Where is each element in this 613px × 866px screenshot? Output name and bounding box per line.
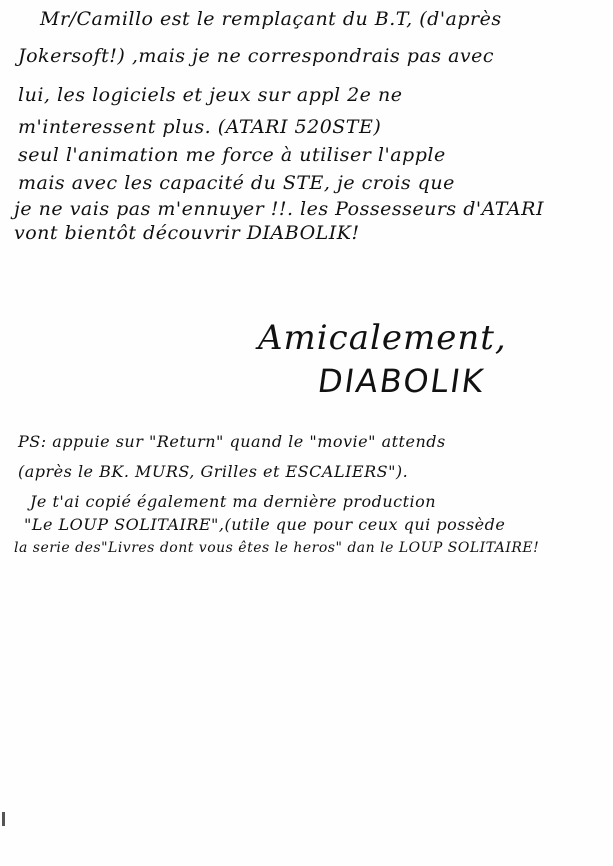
postscript-line-4: "Le LOUP SOLITAIRE",(utile que pour ceux qui possède [24, 515, 506, 534]
postscript-line-3: Je t'ai copié également ma dernière production [30, 492, 437, 511]
scan-edge-mark [2, 812, 5, 826]
postscript-line-2: (après le BK. MURS, Grilles et ESCALIERS"). [18, 462, 409, 481]
letter-line-1: Mr/Camillo est le remplaçant du B.T, (d'après [40, 8, 502, 30]
letter-line-3: lui, les logiciels et jeux sur appl 2e ne [18, 84, 403, 106]
letter-line-6: mais avec les capacité du STE, je crois que [18, 172, 455, 194]
postscript-line-1: PS: appuie sur "Return" quand le "movie" attends [18, 432, 446, 451]
signature-name: DIABOLIK [315, 362, 488, 400]
letter-line-5: seul l'animation me force à utiliser l'apple [18, 144, 446, 166]
signature-closing: Amicalement, [258, 318, 507, 358]
letter-line-2: Jokersoft!) ,mais je ne correspondrais pas avec [18, 45, 495, 67]
letter-line-8: vont bientôt découvrir DIABOLIK! [14, 222, 360, 244]
letter-line-7: je ne vais pas m'ennuyer !!. les Possesseurs d'ATARI [14, 198, 544, 220]
postscript-line-5: la serie des"Livres dont vous êtes le heros" dan le LOUP SOLITAIRE! [14, 540, 540, 556]
letter-line-4: m'interessent plus. (ATARI 520STE) [18, 116, 382, 138]
